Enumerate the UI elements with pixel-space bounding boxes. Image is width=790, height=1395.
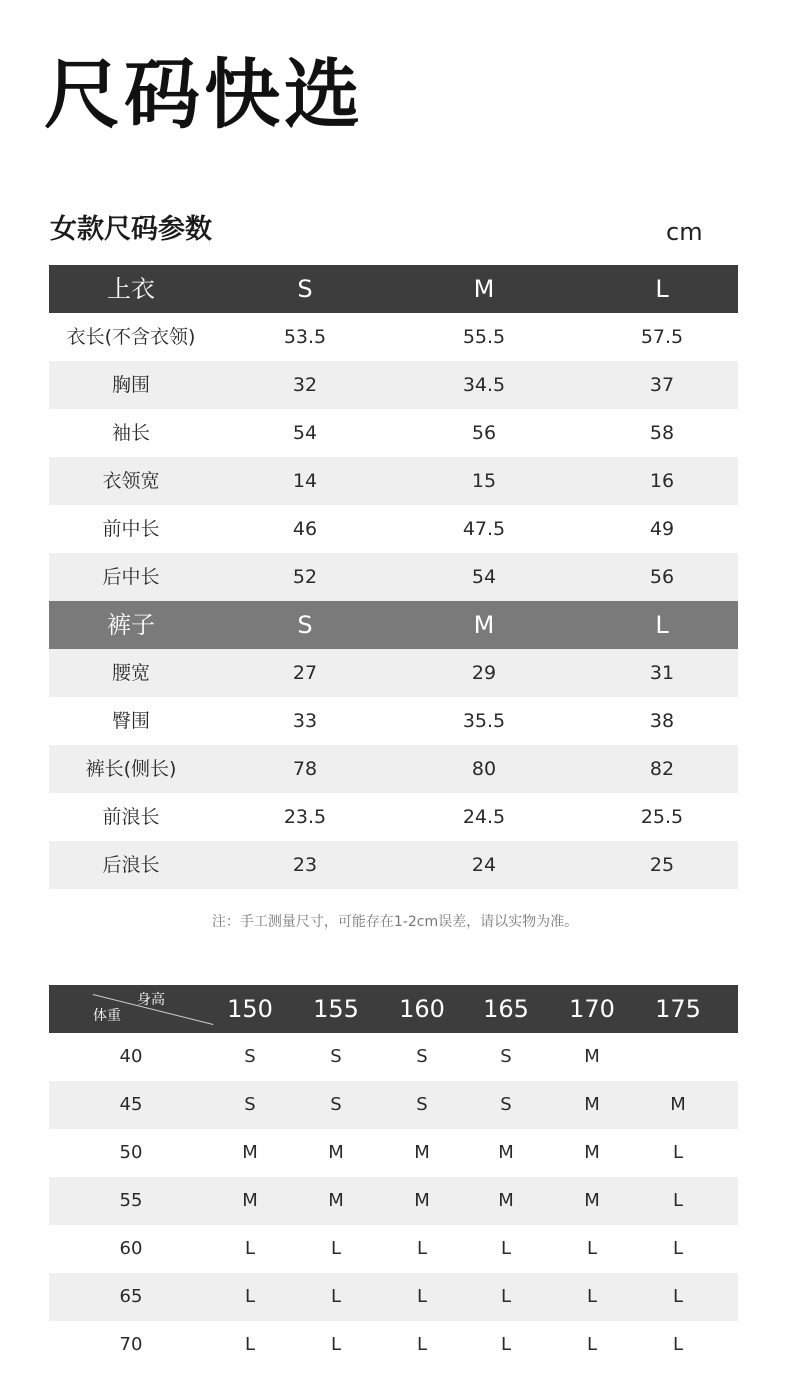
size-cell: M xyxy=(328,1142,344,1163)
weight-value: 40 xyxy=(119,1046,143,1067)
row-label: 袖长 xyxy=(111,422,150,444)
size-cell: L xyxy=(244,1238,256,1259)
size-parameter-table xyxy=(49,265,738,889)
value-m: 24 xyxy=(471,854,497,876)
size-cell: L xyxy=(244,1334,256,1355)
row-label: 衣长(不含衣领) xyxy=(66,326,196,348)
size-cell: S xyxy=(500,1094,512,1115)
size-cell: S xyxy=(244,1046,256,1067)
value-s: 46 xyxy=(292,518,318,540)
size-cell: M xyxy=(584,1190,600,1211)
size-cell: M xyxy=(242,1142,258,1163)
table-row xyxy=(49,361,738,409)
value-s: 23 xyxy=(292,854,318,876)
value-l: 56 xyxy=(649,566,675,588)
pants-header-row xyxy=(49,601,738,649)
size-cell: L xyxy=(586,1238,598,1259)
size-cell: L xyxy=(586,1334,598,1355)
value-m: 54 xyxy=(471,566,497,588)
size-cell: M xyxy=(414,1142,430,1163)
size-cell: M xyxy=(584,1046,600,1067)
value-s: 53.5 xyxy=(283,326,327,348)
size-cell: L xyxy=(330,1334,342,1355)
weight-row xyxy=(49,1177,738,1225)
row-label: 胸围 xyxy=(111,374,150,396)
table-row xyxy=(49,649,738,697)
value-l: 37 xyxy=(649,374,675,396)
size-cell: L xyxy=(416,1286,428,1307)
value-m: 34.5 xyxy=(462,374,506,396)
size-cell: L xyxy=(416,1238,428,1259)
height-155: 155 xyxy=(313,995,359,1023)
value-m: 47.5 xyxy=(462,518,506,540)
row-label: 后浪长 xyxy=(102,854,160,876)
size-cell: M xyxy=(414,1190,430,1211)
weight-row xyxy=(49,1033,738,1081)
table-row xyxy=(49,553,738,601)
height-170: 170 xyxy=(569,995,615,1023)
size-cell: L xyxy=(672,1286,684,1307)
tops-header-label: 上衣 xyxy=(107,275,155,303)
table-row xyxy=(49,745,738,793)
pants-header-size-m: M xyxy=(473,611,495,639)
value-l: 25 xyxy=(649,854,675,876)
size-cell: M xyxy=(670,1094,686,1115)
size-cell: L xyxy=(672,1142,684,1163)
size-cell: M xyxy=(584,1094,600,1115)
value-m: 55.5 xyxy=(462,326,506,348)
section-title: 女款尺码参数 xyxy=(50,214,212,245)
weight-value: 60 xyxy=(119,1238,143,1259)
table-row xyxy=(49,793,738,841)
value-s: 32 xyxy=(292,374,318,396)
value-m: 80 xyxy=(471,758,497,780)
size-cell: M xyxy=(584,1142,600,1163)
table-row xyxy=(49,841,738,889)
table-row xyxy=(49,505,738,553)
size-cell: M xyxy=(498,1142,514,1163)
height-175: 175 xyxy=(655,995,701,1023)
height-160: 160 xyxy=(399,995,445,1023)
value-s: 27 xyxy=(292,662,318,684)
table-row xyxy=(49,457,738,505)
value-s: 14 xyxy=(292,470,318,492)
size-cell: L xyxy=(244,1286,256,1307)
table-row xyxy=(49,409,738,457)
page-title: 尺码快选 xyxy=(44,50,364,139)
value-m: 15 xyxy=(471,470,497,492)
row-label: 前中长 xyxy=(102,518,160,540)
unit-label: cm xyxy=(666,218,703,246)
measurement-note: 注：手工测量尺寸，可能存在1-2cm误差，请以实物为准。 xyxy=(211,914,579,930)
size-cell: L xyxy=(500,1238,512,1259)
value-l: 38 xyxy=(649,710,675,732)
size-cell: L xyxy=(672,1190,684,1211)
weight-value: 70 xyxy=(119,1334,143,1355)
pants-header-label: 裤子 xyxy=(107,611,155,639)
row-label: 前浪长 xyxy=(102,806,160,828)
value-s: 54 xyxy=(292,422,318,444)
table-row xyxy=(49,313,738,361)
weight-row xyxy=(49,1321,738,1369)
weight-value: 50 xyxy=(119,1142,143,1163)
value-m: 29 xyxy=(471,662,497,684)
size-cell: S xyxy=(330,1046,342,1067)
value-m: 56 xyxy=(471,422,497,444)
value-l: 16 xyxy=(649,470,675,492)
table-row xyxy=(49,697,738,745)
size-cell: L xyxy=(500,1334,512,1355)
weight-value: 55 xyxy=(119,1190,143,1211)
weight-row xyxy=(49,1129,738,1177)
height-165: 165 xyxy=(483,995,529,1023)
weight-value: 45 xyxy=(119,1094,143,1115)
size-cell: S xyxy=(416,1094,428,1115)
size-cell: L xyxy=(330,1238,342,1259)
tops-header-size-m: M xyxy=(473,275,495,303)
value-l: 82 xyxy=(649,758,675,780)
weight-row xyxy=(49,1225,738,1273)
size-cell: L xyxy=(330,1286,342,1307)
corner-header xyxy=(49,985,189,1033)
tops-header-size-l: L xyxy=(655,275,669,303)
size-cell: L xyxy=(672,1238,684,1259)
size-cell: L xyxy=(416,1334,428,1355)
value-s: 33 xyxy=(292,710,318,732)
value-m: 35.5 xyxy=(462,710,506,732)
height-150: 150 xyxy=(227,995,273,1023)
size-cell: M xyxy=(498,1190,514,1211)
value-s: 52 xyxy=(292,566,318,588)
row-label: 裤长(侧长) xyxy=(85,758,177,780)
value-s: 78 xyxy=(292,758,318,780)
height-axis-label: 身高 xyxy=(137,992,165,1008)
weight-axis-label: 体重 xyxy=(93,1008,121,1024)
size-cell: M xyxy=(328,1190,344,1211)
size-cell: S xyxy=(244,1094,256,1115)
row-label: 臀围 xyxy=(111,710,150,732)
weight-row xyxy=(49,1081,738,1129)
row-label: 衣领宽 xyxy=(102,470,160,492)
value-l: 25.5 xyxy=(640,806,684,828)
pants-header-size-l: L xyxy=(655,611,669,639)
pants-header-size-s: S xyxy=(297,611,313,639)
size-cell xyxy=(638,1033,718,1081)
size-cell: S xyxy=(416,1046,428,1067)
size-cell: L xyxy=(586,1286,598,1307)
value-s: 23.5 xyxy=(283,806,327,828)
value-l: 58 xyxy=(649,422,675,444)
size-cell: S xyxy=(330,1094,342,1115)
value-l: 57.5 xyxy=(640,326,684,348)
value-l: 49 xyxy=(649,518,675,540)
value-l: 31 xyxy=(649,662,675,684)
size-recommendation-table xyxy=(49,985,738,1369)
size-cell: L xyxy=(672,1334,684,1355)
tops-header-size-s: S xyxy=(297,275,313,303)
size-cell: S xyxy=(500,1046,512,1067)
row-label: 腰宽 xyxy=(111,662,150,684)
height-header-row xyxy=(49,985,738,1033)
value-m: 24.5 xyxy=(462,806,506,828)
weight-value: 65 xyxy=(119,1286,143,1307)
weight-row xyxy=(49,1273,738,1321)
size-cell: L xyxy=(500,1286,512,1307)
tops-header-row xyxy=(49,265,738,313)
row-label: 后中长 xyxy=(102,566,160,588)
size-cell: M xyxy=(242,1190,258,1211)
